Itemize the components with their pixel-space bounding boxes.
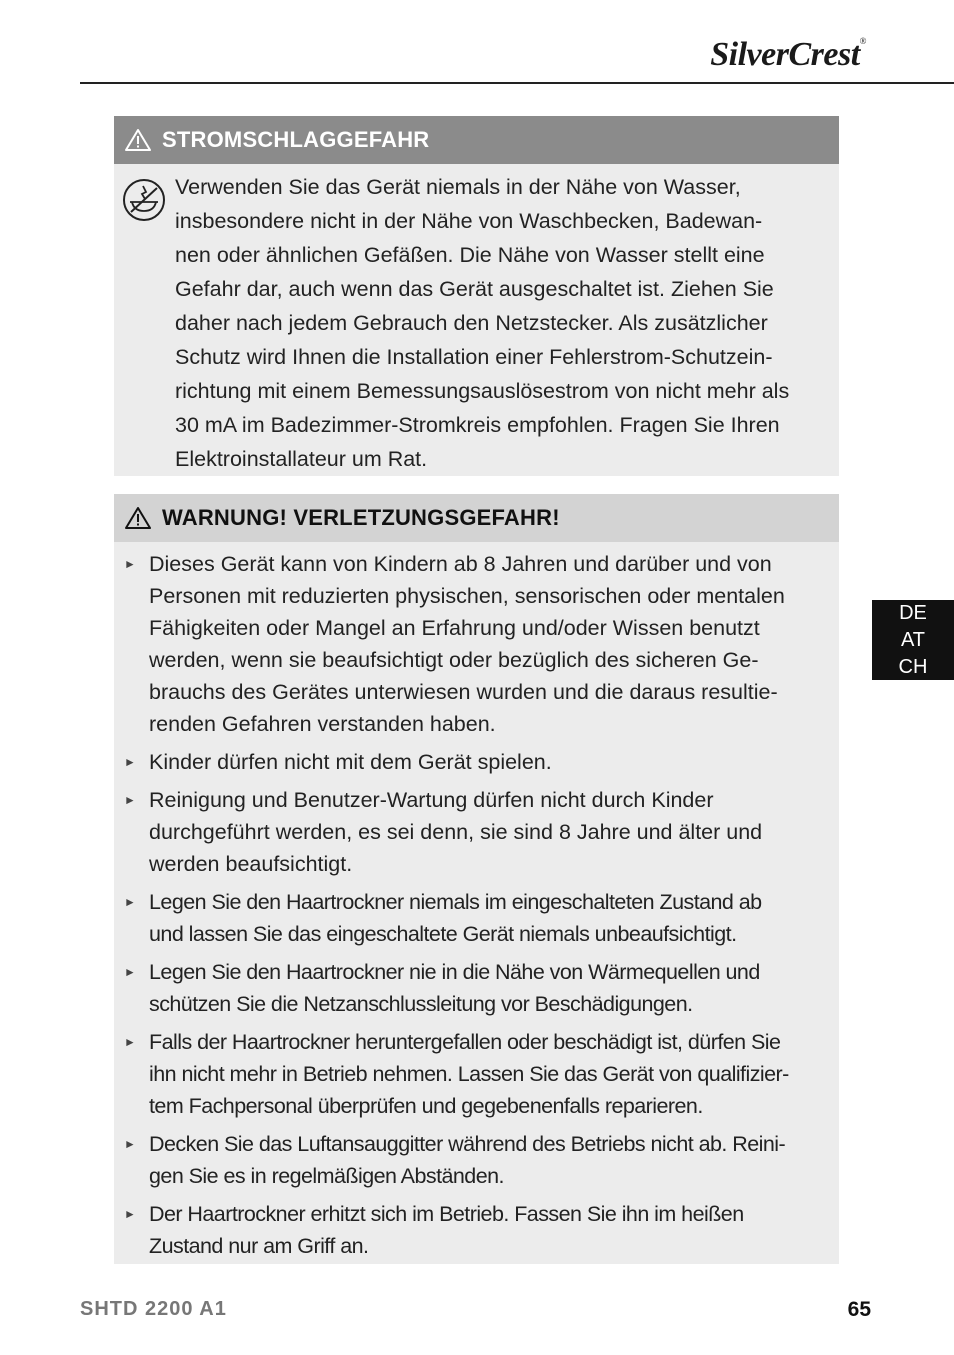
list-item-line: und lassen Sie das eingeschaltete Gerät niemals unbeaufsichtigt. xyxy=(149,922,737,946)
list-item-line: tem Fachpersonal überprüfen und gegebenenfalls reparieren. xyxy=(149,1094,703,1118)
bullet-arrow-icon: ► xyxy=(124,1035,136,1049)
list-item-line: Kinder dürfen nicht mit dem Gerät spielen. xyxy=(149,750,552,774)
list-item-line: Legen Sie den Haartrockner nie in die Nähe von Wärmequellen und xyxy=(149,960,760,984)
electric-shock-warning-box xyxy=(114,116,839,476)
list-item xyxy=(124,548,824,740)
section1-line: Gefahr dar, auch wenn das Gerät ausgeschaltet ist. Ziehen Sie xyxy=(175,277,774,301)
list-item xyxy=(124,956,824,1020)
section1-line: 30 mA im Badezimmer-Stromkreis empfohlen. Fragen Sie Ihren xyxy=(175,413,780,437)
list-item-line: Personen mit reduzierten physischen, sensorischen oder mentalen xyxy=(149,584,785,608)
list-item-line: Falls der Haartrockner heruntergefallen oder beschädigt ist, dürfen Sie xyxy=(149,1030,781,1054)
list-item xyxy=(124,1026,824,1122)
list-item xyxy=(124,784,824,880)
section2-header xyxy=(114,494,839,542)
section1-title: STROMSCHLAGGEFAHR xyxy=(162,127,430,152)
list-item xyxy=(124,746,824,778)
list-item-line: Der Haartrockner erhitzt sich im Betrieb. Fassen Sie ihn im heißen xyxy=(149,1202,744,1226)
section1-line: daher nach jedem Gebrauch den Netzstecker. Als zusätzlicher xyxy=(175,311,768,335)
list-item-line: gen Sie es in regelmäßigen Abständen. xyxy=(149,1164,504,1188)
language-de: DE xyxy=(899,601,927,624)
list-item-line: Decken Sie das Luftansauggitter während des Betriebs nicht ab. Reini- xyxy=(149,1132,786,1156)
injury-warning-box xyxy=(114,494,839,1264)
section1-line: Elektroinstallateur um Rat. xyxy=(175,447,428,471)
warning-triangle-icon xyxy=(124,128,152,152)
bullet-arrow-icon: ► xyxy=(124,755,136,769)
list-item-line: Zustand nur am Griff an. xyxy=(149,1234,369,1258)
section1-line: insbesondere nicht in der Nähe von Waschbecken, Badewan- xyxy=(175,209,763,233)
footer-model: SHTD 2200 A1 xyxy=(80,1298,227,1320)
section1-line: Schutz wird Ihnen die Installation einer Fehlerstrom-Schutzein- xyxy=(175,345,773,369)
list-item xyxy=(124,1128,824,1192)
header-rule xyxy=(80,82,954,84)
no-water-icon xyxy=(122,178,166,222)
list-item-line: brauchs des Gerätes unterwiesen wurden und die daraus resultie- xyxy=(149,680,778,704)
bullet-arrow-icon: ► xyxy=(124,1207,136,1221)
list-item-line: Dieses Gerät kann von Kindern ab 8 Jahren und darüber und von xyxy=(149,552,772,576)
section1-line: Verwenden Sie das Gerät niemals in der Nähe von Wasser, xyxy=(175,175,741,199)
bullet-arrow-icon: ► xyxy=(124,793,136,807)
section2-title: WARNUNG! VERLETZUNGSGEFAHR! xyxy=(162,505,560,530)
section1-line: nen oder ähnlichen Gefäßen. Die Nähe von Wasser stellt eine xyxy=(175,243,765,267)
list-item-line: Reinigung und Benutzer-Wartung dürfen nicht durch Kinder xyxy=(149,788,714,812)
registered-mark: ® xyxy=(859,36,866,46)
list-item-line: durchgeführt werden, es sei denn, sie sind 8 Jahre und älter und xyxy=(149,820,763,844)
section1-header xyxy=(114,116,839,164)
page-number: 65 xyxy=(847,1298,871,1321)
list-item xyxy=(124,1198,824,1262)
list-item-line: renden Gefahren verstanden haben. xyxy=(149,712,496,736)
section1-paragraph xyxy=(175,170,825,476)
bullet-arrow-icon: ► xyxy=(124,1137,136,1151)
list-item-line: schützen Sie die Netzanschlussleitung vor Beschädigungen. xyxy=(149,992,693,1016)
list-item-line: ihn nicht mehr in Betrieb nehmen. Lassen Sie das Gerät von qualifizier- xyxy=(149,1062,789,1086)
brand-logo xyxy=(710,36,866,74)
language-tab xyxy=(872,600,954,680)
list-item-line: werden beaufsichtigt. xyxy=(149,852,353,876)
warning-triangle-icon xyxy=(124,506,152,530)
language-ch: CH xyxy=(898,655,928,678)
bullet-arrow-icon: ► xyxy=(124,895,136,909)
language-at: AT xyxy=(900,628,926,651)
bullet-arrow-icon: ► xyxy=(124,965,136,979)
section1-line: richtung mit einem Bemessungsauslösestrom von nicht mehr als xyxy=(175,379,790,403)
list-item-line: werden, wenn sie beaufsichtigt oder bezüglich des sicheren Ge- xyxy=(149,648,759,672)
bullet-arrow-icon: ► xyxy=(124,557,136,571)
list-item xyxy=(124,886,824,950)
list-item-line: Legen Sie den Haartrockner niemals im eingeschalteten Zustand ab xyxy=(149,890,762,914)
warning-list xyxy=(124,548,824,1268)
list-item-line: Fähigkeiten oder Mangel an Erfahrung und/oder Wissen benutzt xyxy=(149,616,760,640)
brand-name: SilverCrest xyxy=(710,36,860,73)
